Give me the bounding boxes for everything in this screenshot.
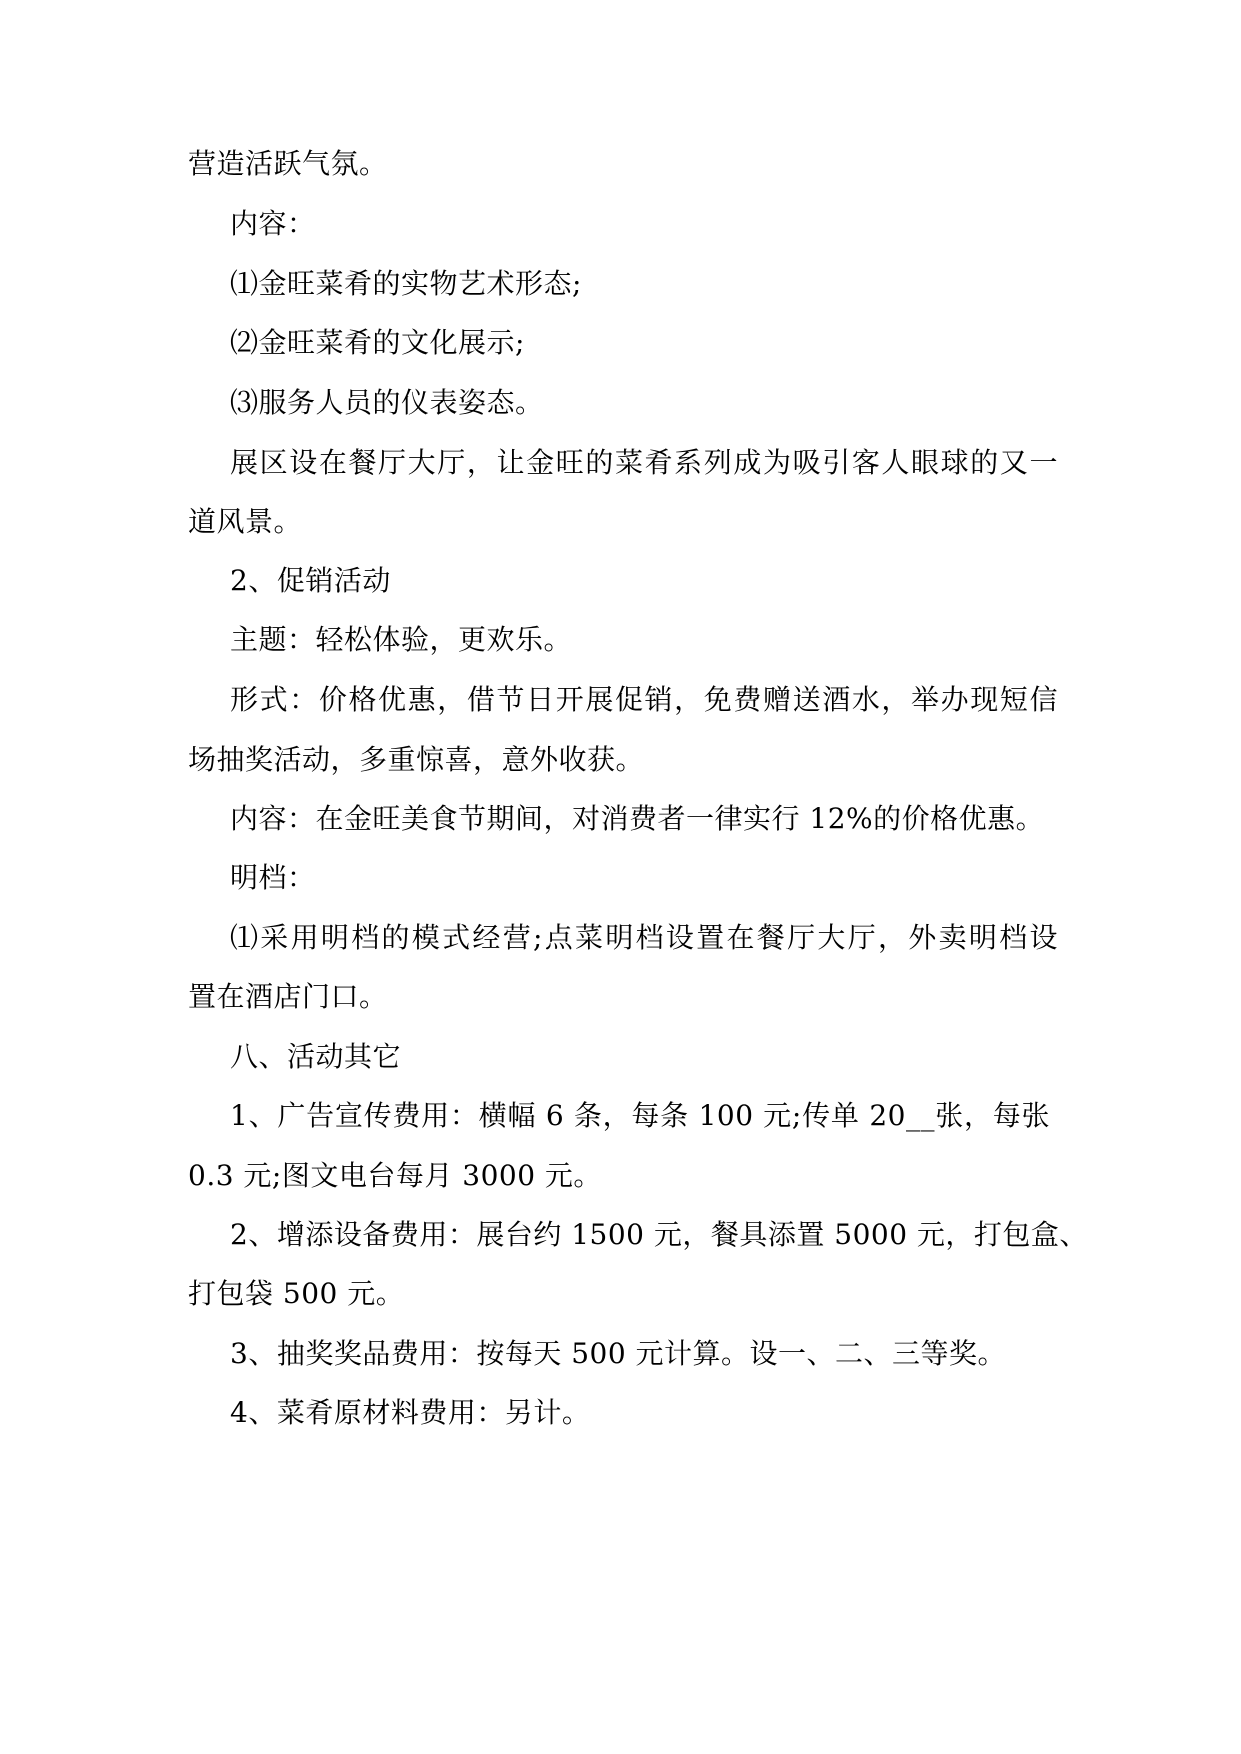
paragraph-line: 1、广告宣传费用：横幅 6 条，每条 100 元;传单 20__张，每张 <box>230 1099 1050 1132</box>
list-item: ⑴金旺菜肴的实物艺术形态; <box>230 267 582 300</box>
section-label: 明档： <box>230 861 316 894</box>
paragraph-line: 主题：轻松体验，更欢乐。 <box>230 623 573 656</box>
paragraph-line: 场抽奖活动，多重惊喜，意外收获。 <box>188 743 645 776</box>
paragraph-line: 置在酒店门口。 <box>188 980 388 1013</box>
paragraph-line: 3、抽奖奖品费用：按每天 500 元计算。设一、二、三等奖。 <box>230 1337 1007 1370</box>
paragraph-line: 2、增添设备费用：展台约 1500 元，餐具添置 5000 元，打包盒、 <box>230 1218 1088 1251</box>
paragraph-line: 打包袋 500 元。 <box>188 1277 405 1310</box>
paragraph-line: 展区设在餐厅大厅，让金旺的菜肴系列成为吸引客人眼球的又一 <box>230 446 1058 479</box>
paragraph-line: 0.3 元;图文电台每月 3000 元。 <box>188 1159 602 1192</box>
paragraph-line: 内容：在金旺美食节期间，对消费者一律实行 12%的价格优惠。 <box>230 802 1045 835</box>
paragraph-line: 道风景。 <box>188 505 303 538</box>
list-item: ⑶服务人员的仪表姿态。 <box>230 386 544 419</box>
list-item: ⑵金旺菜肴的文化展示; <box>230 326 525 359</box>
section-heading: 2、促销活动 <box>230 564 391 597</box>
paragraph-line: 营造活跃气氛。 <box>188 147 388 180</box>
paragraph-line: 形式：价格优惠，借节日开展促销，免费赠送酒水，举办现短信 <box>230 683 1058 716</box>
section-label: 内容： <box>230 207 316 240</box>
list-item: ⑴采用明档的模式经营;点菜明档设置在餐厅大厅，外卖明档设 <box>230 921 1058 954</box>
paragraph-line: 4、菜肴原材料费用：另计。 <box>230 1396 591 1429</box>
section-heading: 八、活动其它 <box>230 1040 402 1073</box>
